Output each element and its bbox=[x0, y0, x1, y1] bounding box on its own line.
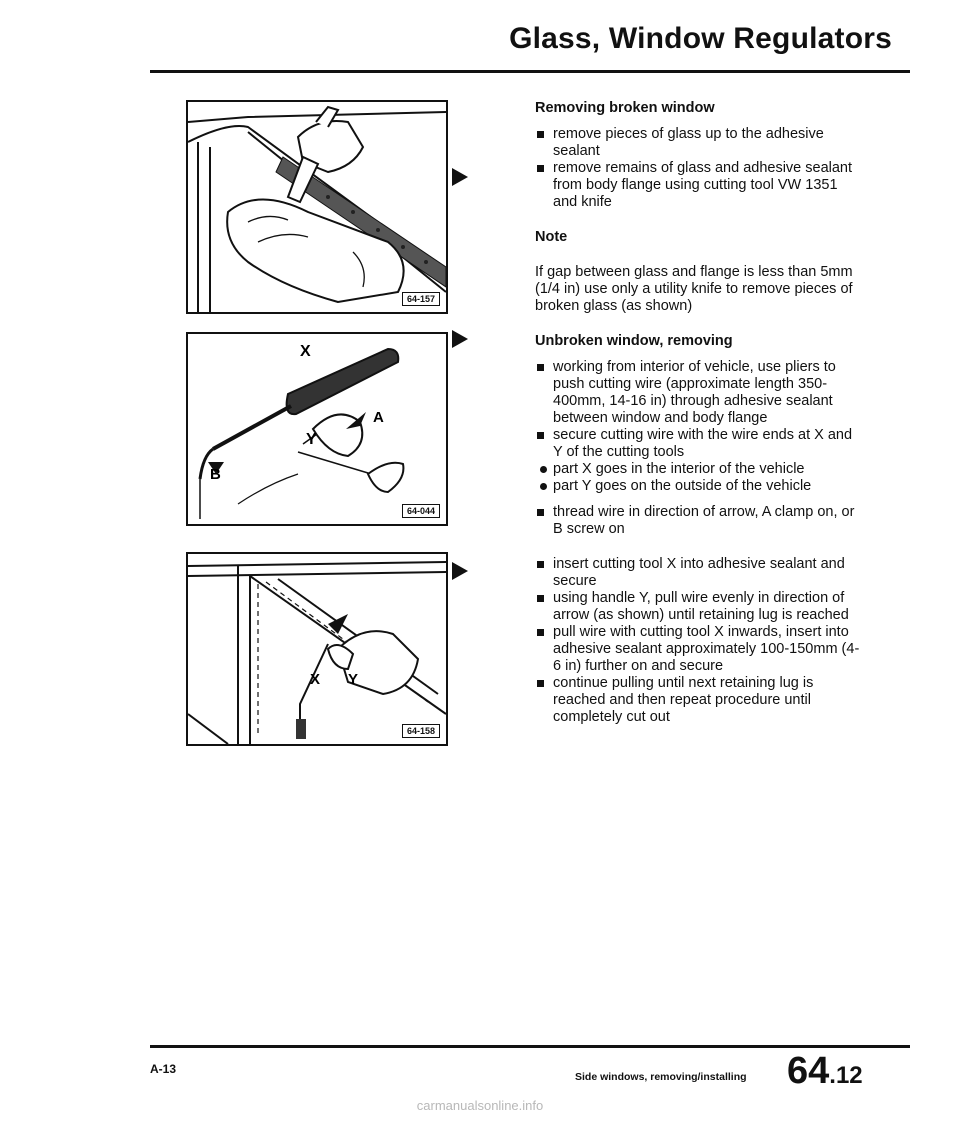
label-x: X bbox=[300, 343, 311, 360]
figure-id-label: 64-044 bbox=[402, 504, 440, 518]
instruction-bullet: insert cutting tool X into adhesive sealant and secure bbox=[535, 556, 865, 590]
figure-1-illustration bbox=[188, 102, 446, 312]
instruction-bullet: remove remains of glass and adhesive sealant from body flange using cutting tool VW 1351 and knife bbox=[535, 160, 865, 211]
instruction-bullet: secure cutting wire with the wire ends at X and Y of the cutting tools bbox=[535, 427, 865, 461]
instruction-bullet: continue pulling until next retaining lug is reached and then repeat procedure until completely cut out bbox=[535, 675, 865, 726]
label-x: X bbox=[310, 671, 321, 688]
figure-id-label: 64-157 bbox=[402, 292, 440, 306]
instructions-column bbox=[535, 100, 865, 726]
figure-3-illustration bbox=[188, 554, 446, 744]
figure-cutting-tools bbox=[186, 332, 448, 526]
label-b: B bbox=[210, 466, 221, 483]
instruction-subbullet: part Y goes on the outside of the vehicle bbox=[535, 478, 865, 495]
instruction-bullet: using handle Y, pull wire evenly in direction of arrow (as shown) until retaining lug is reached bbox=[535, 590, 865, 624]
instruction-bullet: pull wire with cutting tool X inwards, insert into adhesive sealant approximately 100-150mm (4-6 in) further on and secure bbox=[535, 624, 865, 675]
section-heading: Removing broken window bbox=[535, 100, 715, 116]
label-y: Y bbox=[348, 671, 359, 688]
figure-wire-cutting bbox=[186, 552, 448, 746]
page-suffix: .12 bbox=[829, 1062, 863, 1089]
page-title: Glass, Window Regulators bbox=[509, 22, 892, 55]
page-number bbox=[787, 1050, 863, 1093]
figure-id-label: 64-158 bbox=[402, 724, 440, 738]
instruction-bullet: working from interior of vehicle, use pliers to push cutting wire (approximate length 350-400mm, 14-16 in) through adhesive sealant between window and body flange bbox=[535, 359, 865, 427]
instruction-subbullet: part X goes in the interior of the vehicle bbox=[535, 461, 865, 478]
section-description: Side windows, removing/installing bbox=[575, 1071, 747, 1083]
label-a: A bbox=[373, 409, 384, 426]
footer-rule bbox=[150, 1045, 910, 1048]
section-heading: Unbroken window, removing bbox=[535, 333, 733, 349]
note-heading: Note bbox=[535, 229, 568, 245]
watermark-text: carmanualsonline.info bbox=[416, 1098, 544, 1113]
section-number: 64 bbox=[787, 1050, 830, 1092]
header-rule bbox=[150, 70, 910, 73]
page-code: A-13 bbox=[150, 1062, 177, 1076]
instruction-bullet: remove pieces of glass up to the adhesive sealant bbox=[535, 126, 865, 160]
instruction-bullet: thread wire in direction of arrow, A clamp on, or B screw on bbox=[535, 504, 865, 538]
figure-broken-glass-removal bbox=[186, 100, 448, 314]
pointer-arrow-icon bbox=[452, 562, 468, 580]
figure-2-illustration bbox=[188, 334, 446, 524]
note-text: If gap between glass and flange is less than 5mm (1/4 in) use only a utility knife to remove pieces of broken glass (as shown) bbox=[535, 264, 853, 314]
label-y: Y bbox=[306, 431, 317, 448]
pointer-arrow-icon bbox=[452, 330, 468, 348]
pointer-arrow-icon bbox=[452, 168, 468, 186]
